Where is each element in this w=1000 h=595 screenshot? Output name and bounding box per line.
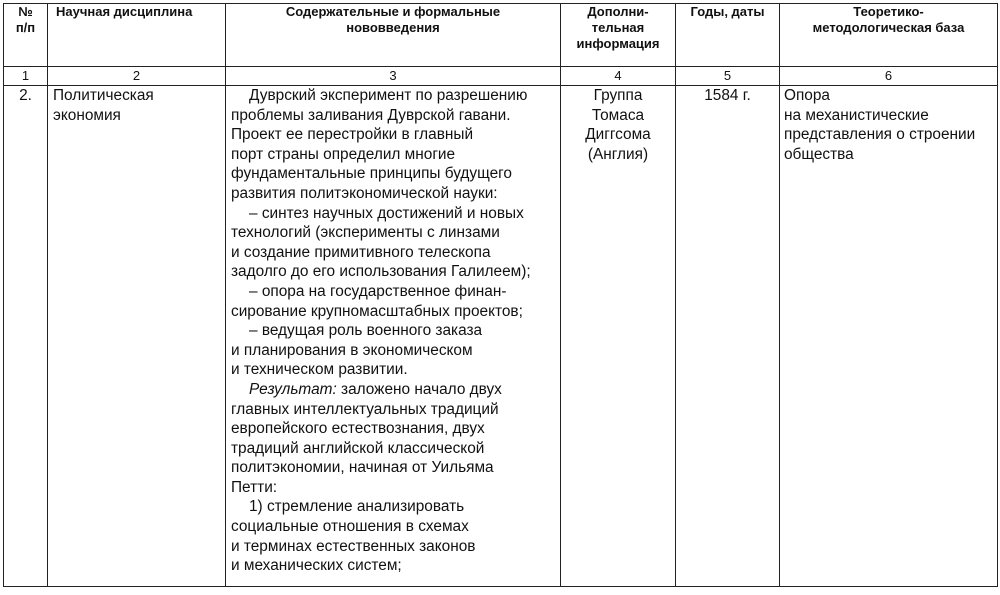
- basis-line: представления о строении: [784, 126, 976, 144]
- discipline-line: Политическая: [53, 87, 154, 104]
- content-line-text: – опора на государственное финан-: [249, 282, 507, 300]
- header-basis-line: Теоретико-: [853, 4, 924, 19]
- basis-line: Опора: [784, 87, 830, 104]
- content-line-text: Петти:: [231, 478, 278, 496]
- content-cell: [226, 86, 561, 587]
- discipline-cell: [48, 86, 226, 587]
- content-line: [231, 282, 560, 302]
- content-line: [231, 106, 560, 126]
- document-table: [3, 3, 998, 587]
- content-line: [231, 164, 560, 184]
- content-line-text: технологий (эксперименты с линзами: [231, 224, 500, 242]
- discipline-line: экономия: [53, 106, 121, 124]
- content-line-text: задолго до его использования Галилеем);: [231, 263, 531, 281]
- header-discipline: Научная дисциплина: [48, 4, 226, 67]
- content-line: [231, 478, 560, 498]
- content-line: [231, 302, 560, 322]
- header-basis-line: методологическая база: [812, 20, 965, 35]
- additional-info-line: Группа: [593, 87, 643, 104]
- content-line: [231, 184, 560, 204]
- column-number-row: [4, 67, 998, 86]
- year-cell: 1584 г.: [676, 86, 780, 587]
- content-line-text: и планирования в экономическом: [231, 341, 473, 359]
- content-line: [231, 223, 560, 243]
- content-line-text: традиций английской классической: [231, 439, 485, 457]
- content-line-text: и техническом развитии.: [231, 361, 408, 379]
- content-line-text: и терминах естественных законов: [231, 537, 476, 555]
- row-number: 2.: [4, 86, 48, 587]
- content-line: [231, 400, 560, 420]
- header-number-line: №: [18, 4, 33, 19]
- content-line: [231, 537, 560, 557]
- content-line: [231, 125, 560, 145]
- additional-info-cell: [561, 86, 676, 587]
- column-number: 3: [226, 67, 561, 86]
- content-line: [231, 86, 560, 106]
- content-line-text: – синтез научных достижений и новых: [249, 204, 524, 222]
- table-row: [4, 86, 998, 587]
- column-number: 5: [676, 67, 780, 86]
- content-line-text: проблемы заливания Дуврской гавани.: [231, 106, 511, 124]
- content-line: [231, 497, 560, 517]
- basis-cell: [780, 86, 998, 587]
- header-years: Годы, даты: [676, 4, 780, 67]
- content-line: [231, 243, 560, 263]
- content-line-text: – ведущая роль военного заказа: [249, 322, 483, 340]
- additional-info-line: (Англия): [587, 145, 649, 163]
- content-line: [231, 517, 560, 537]
- content-line-text: развития политэкономической науки:: [231, 184, 498, 202]
- column-number: 4: [561, 67, 676, 86]
- content-line: [231, 419, 560, 439]
- content-line: [231, 204, 560, 224]
- additional-info-line: Томаса: [591, 106, 645, 124]
- basis-line: общества: [784, 145, 854, 163]
- content-line-text: заложено начало двух: [341, 380, 502, 398]
- header-number: [4, 4, 48, 67]
- header-content-line: Содержательные и формальные: [285, 4, 501, 19]
- content-line: [231, 360, 560, 380]
- content-line-text: политэкономии, начиная от Уильяма: [231, 459, 494, 477]
- header-additional-line: Дополни-: [587, 4, 649, 19]
- header-additional-line: информация: [576, 36, 660, 51]
- content-line: [231, 556, 560, 576]
- content-line-text: главных интеллектуальных традиций: [231, 400, 499, 418]
- content-line: [231, 262, 560, 282]
- content-line-text: фундаментальные принципы будущего: [231, 165, 512, 183]
- content-line: [231, 341, 560, 361]
- header-additional-line: тельная: [591, 20, 645, 35]
- content-line-text: и создание примитивного телескопа: [231, 243, 491, 261]
- content-line-italic-lead: Результат:: [249, 380, 337, 398]
- column-number: 6: [780, 67, 998, 86]
- column-number: 1: [4, 67, 48, 86]
- content-line: [231, 458, 560, 478]
- header-row: [4, 4, 998, 67]
- content-line-text: Проект ее перестройки в главный: [231, 126, 474, 144]
- header-basis: [780, 4, 998, 67]
- header-content-line: нововведения: [346, 20, 440, 35]
- additional-info-line: Диггсома: [585, 126, 651, 144]
- basis-line: на механистические: [784, 106, 929, 124]
- content-line-text: 1) стремление анализировать: [249, 498, 465, 516]
- header-content: [226, 4, 561, 67]
- content-line: [231, 321, 560, 341]
- content-line-text: сирование крупномасштабных проектов;: [231, 302, 523, 320]
- content-line-text: социальные отношения в схемах: [231, 518, 469, 536]
- content-line-text: и механических систем;: [231, 557, 402, 575]
- content-line: [231, 145, 560, 165]
- column-number: 2: [48, 67, 226, 86]
- content-line-text: европейского естествознания, двух: [231, 420, 485, 438]
- header-additional: [561, 4, 676, 67]
- header-number-line: п/п: [15, 20, 36, 35]
- content-line-text: порт страны определил многие: [231, 145, 456, 163]
- content-line: [231, 380, 560, 400]
- content-line-text: Дуврский эксперимент по разрешению: [249, 87, 528, 104]
- content-line: [231, 439, 560, 459]
